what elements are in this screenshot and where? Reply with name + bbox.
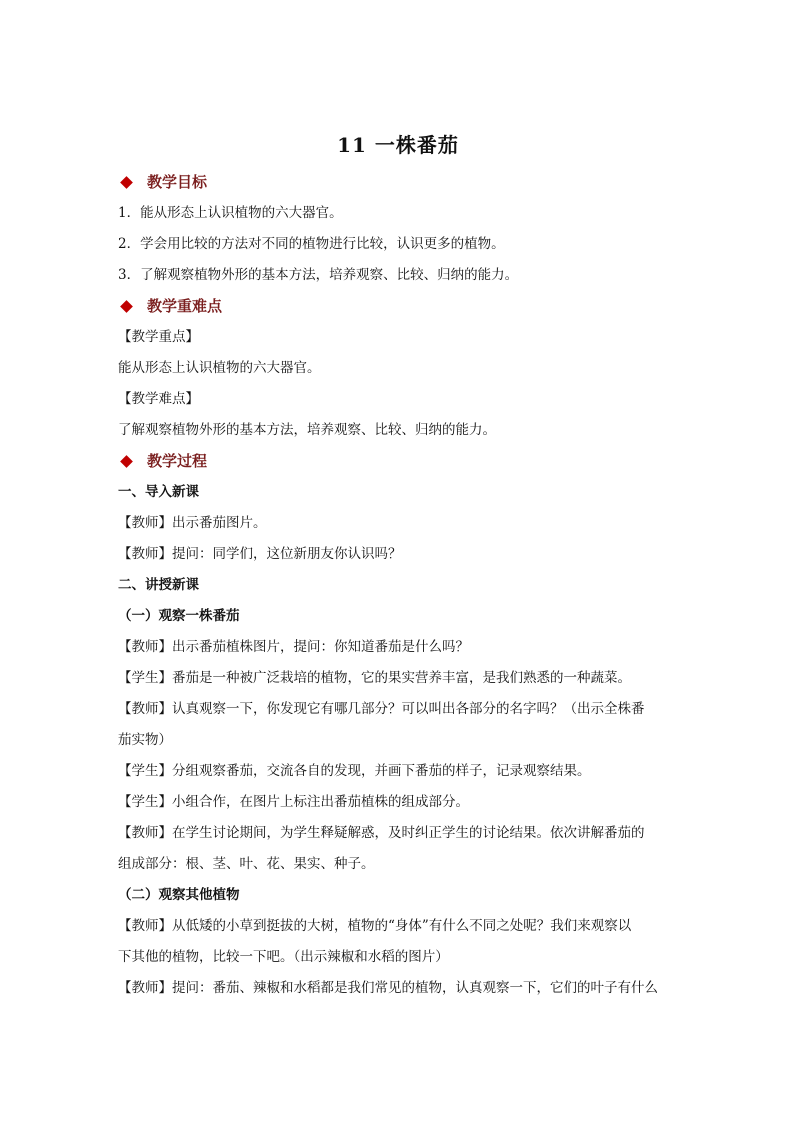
page-title: 11 一株番茄 [337, 133, 459, 157]
document-content [118, 130, 678, 1004]
section-heading-key-points [118, 291, 678, 322]
goal-item: 2．学会用比较的方法对不同的植物进行比较，认识更多的植物。 [118, 236, 505, 252]
section-heading-process [118, 446, 678, 477]
section-heading-goals [118, 167, 678, 198]
diamond-bullet-icon [120, 300, 133, 313]
section-heading-label: 教学目标 [147, 173, 208, 191]
paragraph-line: 组成部分：根、茎、叶、花、果实、种子。 [118, 856, 375, 872]
section-heading-label: 教学重难点 [147, 297, 223, 315]
paragraph-line: 【教师】从低矮的小草到挺拔的大树，植物的“身体”有什么不同之处呢？我们来观察以 [118, 918, 632, 934]
subsection-heading: （一）观察一株番茄 [118, 608, 240, 624]
paragraph-line: 【教师】出示番茄图片。 [118, 515, 267, 531]
difficulty-label: 【教学难点】 [118, 391, 199, 407]
paragraph-line: 【教师】提问：番茄、辣椒和水稻都是我们常见的植物，认真观察一下，它们的叶子有什么 [118, 980, 658, 996]
paragraph-line: 下其他的植物，比较一下吧。（出示辣椒和水稻的图片） [118, 949, 449, 965]
part1-heading: 一、导入新课 [118, 484, 199, 500]
paragraph-line: 茄实物） [118, 732, 172, 748]
paragraph-line: 【教师】在学生讨论期间，为学生释疑解惑，及时纠正学生的讨论结果。依次讲解番茄的 [118, 825, 645, 841]
goal-item: 3．了解观察植物外形的基本方法，培养观察、比较、归纳的能力。 [118, 267, 519, 283]
focus-text: 能从形态上认识植物的六大器官。 [118, 360, 321, 376]
section-heading-label: 教学过程 [147, 452, 208, 470]
part2-heading: 二、讲授新课 [118, 577, 199, 593]
goal-item: 1．能从形态上认识植物的六大器官。 [118, 205, 343, 221]
diamond-bullet-icon [120, 176, 133, 189]
difficulty-text: 了解观察植物外形的基本方法，培养观察、比较、归纳的能力。 [118, 422, 496, 438]
paragraph-line: 【学生】小组合作，在图片上标注出番茄植株的组成部分。 [118, 794, 469, 810]
focus-label: 【教学重点】 [118, 329, 199, 345]
diamond-bullet-icon [120, 455, 133, 468]
subsection-heading: （二）观察其他植物 [118, 887, 240, 903]
paragraph-line: 【学生】番茄是一种被广泛栽培的植物，它的果实营养丰富，是我们熟悉的一种蔬菜。 [118, 670, 631, 686]
paragraph-line: 【学生】分组观察番茄，交流各自的发现，并画下番茄的样子，记录观察结果。 [118, 763, 591, 779]
paragraph-line: 【教师】提问：同学们，这位新朋友你认识吗？ [118, 546, 402, 562]
paragraph-line: 【教师】出示番茄植株图片，提问：你知道番茄是什么吗？ [118, 639, 469, 655]
paragraph-line: 【教师】认真观察一下，你发现它有哪几部分？可以叫出各部分的名字吗？（出示全株番 [118, 701, 645, 717]
